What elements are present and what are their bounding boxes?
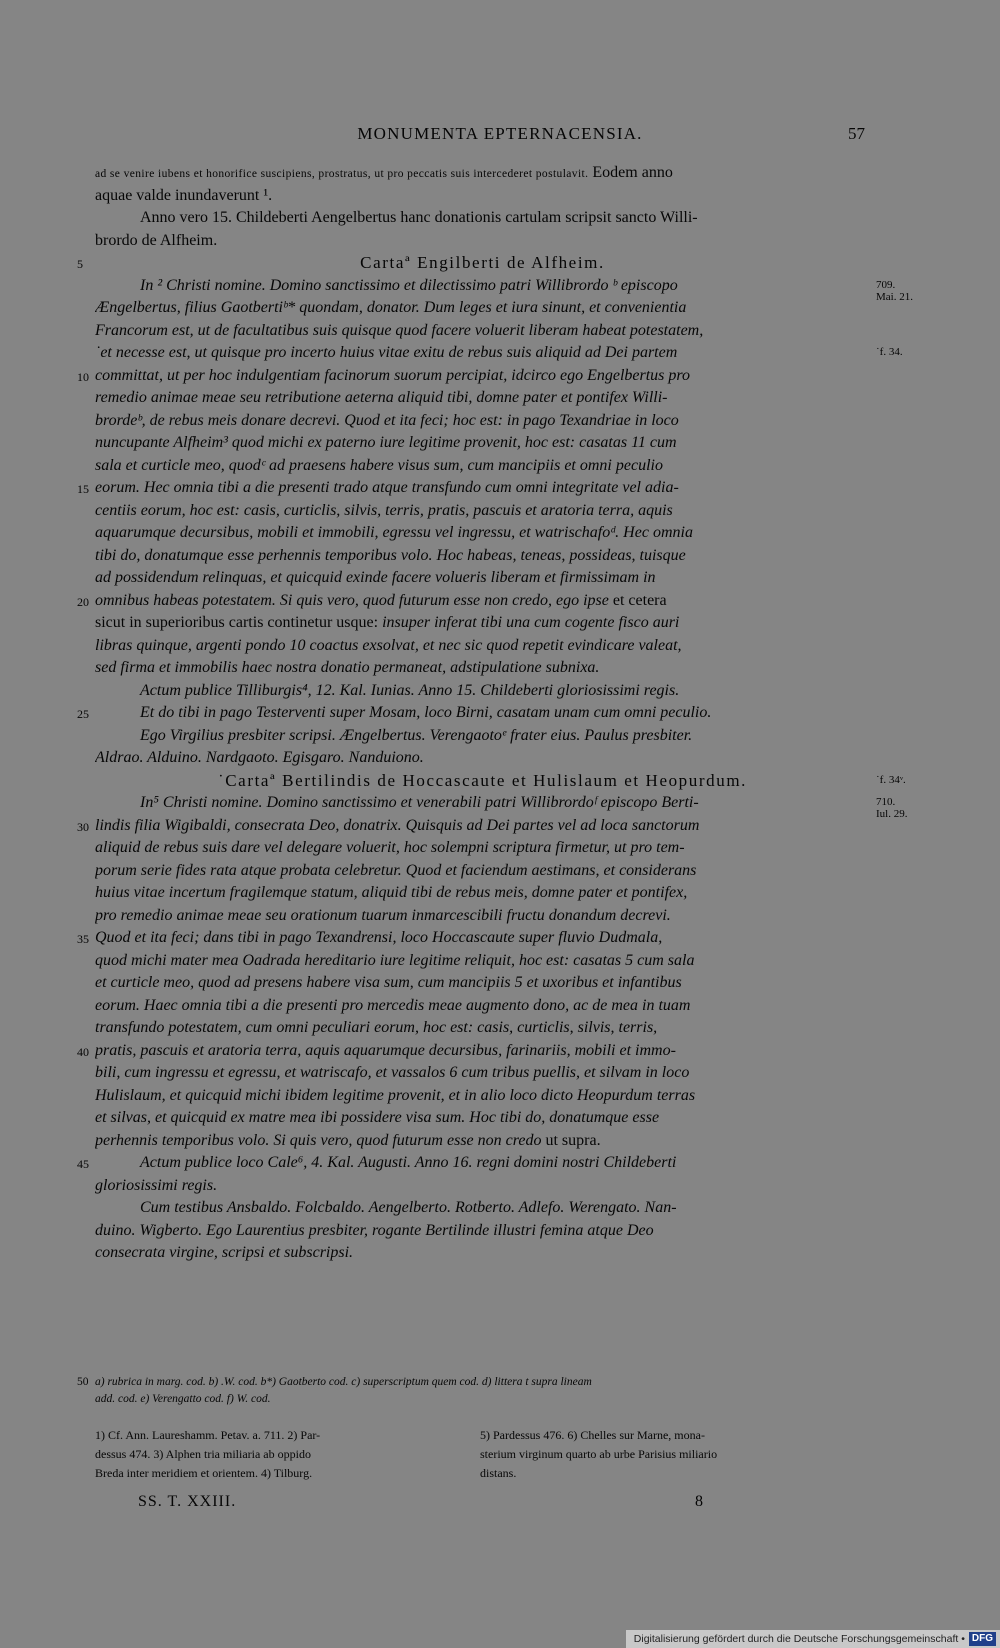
margin-note: ˙f. 34ᵛ. xyxy=(876,773,906,786)
margin-note: ˙f. 34. xyxy=(876,346,903,358)
line-text: Aldrao. Alduino. Nardgaoto. Egisgaro. Nanduiono. xyxy=(95,749,424,766)
text-line xyxy=(95,972,870,995)
note-line: Breda inter meridiem et orientem. 4) Tilburg. xyxy=(95,1466,313,1480)
line-text: aliquid de rebus suis dare vel delegare voluerit, hoc solempni scriptura firmetur, ut pro tem- xyxy=(95,839,685,856)
line-number: 50 xyxy=(77,1376,89,1388)
notes-column-right xyxy=(480,1426,875,1483)
line-text: nuncupante Alfheim³ quod michi ex paterno iure legitime provenit, hoc est: casatas 11 cum xyxy=(95,434,677,451)
sheet-number: 8 xyxy=(695,1493,703,1510)
line-text: aquarumque decursibus, mobili et immobili, egressu vel ingressu, et watrischafoᵈ. Hec omnia xyxy=(95,524,693,541)
line-text: sicut in superioribus cartis continetur usque: xyxy=(95,614,379,631)
section-heading xyxy=(95,252,870,275)
text-line xyxy=(95,882,870,905)
text-line xyxy=(95,365,870,388)
text-line xyxy=(95,747,870,770)
line-text: transfundo potestatem, cum omni peculiari eorum, hoc est: casis, curticlis, silvis, terris, xyxy=(95,1019,658,1036)
line-text: lindis filia Wigibaldi, consecrata Deo, donatrix. Quisquis ad Dei partes vel ad loca sanctorum xyxy=(95,816,700,834)
line-text: Francorum est, ut de facultatibus suis quisque quod facere voluerit liberam habeat potestatem, xyxy=(95,321,704,339)
text-line xyxy=(95,657,870,680)
text-line xyxy=(95,680,870,703)
text-line xyxy=(95,477,870,500)
line-text: ˙Cartaª Bertilindis de Hoccascaute et Hulislaum et Heopurdum. xyxy=(217,770,748,790)
text-line xyxy=(95,455,870,478)
line-text: Cum testibus Ansbaldo. Folcbaldo. Aengelberto. Rotberto. Adlefo. Werengato. Nan- xyxy=(140,1199,677,1216)
line-text: Anno vero 15. Childeberti Aengelbertus hanc donationis cartulam scripsit sancto Willi- xyxy=(140,209,698,226)
line-text: ˙et necesse est, ut quisque pro incerto huius vitae exitu de rebus suis aliquid ad Dei partem xyxy=(95,344,678,361)
line-text: omnibus habeas potestatem. Si quis vero, quod futurum esse non credo, ego ipse xyxy=(95,591,609,609)
critical-apparatus xyxy=(77,1374,870,1408)
margin-note: 709. Mai. 21. xyxy=(876,278,913,303)
text-line xyxy=(95,320,870,343)
line-text: brordeᵇ, de rebus meis donare decrevi. Quod et ita feci; hoc est: in pago Texandriae in loco xyxy=(95,411,679,429)
text-line xyxy=(95,185,870,208)
line-text: Actum publice loco Cale⁶, 4. Kal. Augusti. Anno 16. regni domini nostri Childeberti xyxy=(140,1154,677,1171)
note-line: sterium virginum quarto ab urbe Parisius miliario xyxy=(480,1447,718,1461)
line-text: Ego Virgilius presbiter scripsi. Ængelbertus. Verengaotoᵉ frater eius. Paulus presbiter. xyxy=(140,726,693,744)
line-text: brordo de Alfheim. xyxy=(95,231,218,249)
text-line xyxy=(95,297,870,320)
text-line xyxy=(95,410,870,433)
line-number: 45 xyxy=(77,1157,89,1171)
line-number: 10 xyxy=(77,369,89,384)
line-text: consecrata virgine, scripsi et subscripsi. xyxy=(95,1244,354,1261)
line-text: Et do tibi in pago Testerventi super Mosam, loco Birni, casatam unam cum omni peculio. xyxy=(140,704,712,721)
line-text: pratis, pascuis et aratoria terra, aquis aquarumque decursibus, farinariis, mobili et immo- xyxy=(95,1041,676,1059)
line-text: In ² Christi nomine. Domino sanctissimo et dilectissimo patri Willibrordo ᵇ episcopo xyxy=(140,276,678,294)
line-text: ad se venire iubens et honorifice suscipiens, prostratus, ut pro peccatis suis intercederet postulavit. xyxy=(95,168,589,180)
line-text: huius vitae incertum fragilemque statum, aliquid tibi de rebus meis, domne pater et pontifex, xyxy=(95,884,688,901)
line-text: porum serie fides rata atque probata celebretur. Quod et faciendum aestimans, et considerans xyxy=(95,861,697,879)
text-line xyxy=(95,1220,870,1243)
text-line xyxy=(95,1085,870,1108)
line-text: duino. Wigberto. Ego Laurentius presbiter, rogante Bertilinde illustri femina atque Deo xyxy=(95,1221,654,1239)
line-number: 15 xyxy=(77,482,89,496)
text-line xyxy=(95,207,870,230)
text-line xyxy=(95,275,870,298)
text-line xyxy=(95,162,870,185)
apparatus-line: add. cod. e) Verengatto cod. f) W. cod. xyxy=(95,1393,271,1405)
text-line xyxy=(95,567,870,590)
text-line xyxy=(95,612,870,635)
text-line xyxy=(95,1062,870,1085)
main-text xyxy=(95,162,870,1265)
line-number: 5 xyxy=(77,257,83,271)
running-title: MONUMENTA EPTERNACENSIA. xyxy=(357,124,643,143)
text-line xyxy=(95,1197,870,1220)
note-line: 5) Pardessus 476. 6) Chelles sur Marne, mona- xyxy=(480,1428,705,1442)
signature-mark: SS. T. XXIII. xyxy=(138,1493,237,1510)
text-line xyxy=(95,995,870,1018)
funding-credit xyxy=(626,1630,1000,1648)
dfg-logo: DFG xyxy=(969,1632,996,1646)
line-text: eorum. Hec omnia tibi a die presenti trado atque transfundo cum omni integritate vel adia- xyxy=(95,479,679,496)
text-line xyxy=(95,860,870,883)
line-text: quod michi mater mea Oadrada hereditario iure legitime reliquit, hoc est: casatas 5 cum sala xyxy=(95,951,695,969)
line-text: Cartaª Engilberti de Alfheim. xyxy=(360,253,605,272)
line-number: 35 xyxy=(77,932,89,946)
apparatus-line: a) rubrica in marg. cod. b) .W. cod. b*) Gaotberto cod. c) superscriptum quem cod. d) littera t supra lineam xyxy=(95,1376,592,1388)
text-line xyxy=(95,1242,870,1265)
line-text: Quod et ita feci; dans tibi in pago Texandrensi, loco Hoccascaute super fluvio Dudmala, xyxy=(95,929,663,946)
line-text: et silvas, et quicquid ex matre mea ibi possidere visa sum. Hoc tibi do, donatumque esse xyxy=(95,1109,660,1126)
text-line xyxy=(95,927,870,950)
line-number: 20 xyxy=(77,594,89,609)
line-text: et curticle meo, quod ad presens habere visa sum, cum mancipiis 5 et uxoribus et infantibus xyxy=(95,974,682,991)
note-line: dessus 474. 3) Alphen tria miliaria ab oppido xyxy=(95,1447,311,1461)
page-number: 57 xyxy=(848,124,865,143)
line-text: gloriosissimi regis. xyxy=(95,1176,218,1194)
line-text: aquae valde inundaverunt ¹. xyxy=(95,186,273,204)
line-text: Hulislaum, et quicquid michi ibidem legitime provenit, et in alio loco dicto Heopurdum terras xyxy=(95,1086,696,1104)
text-line xyxy=(95,815,870,838)
funding-text: Digitalisierung gefördert durch die Deutsche Forschungsgemeinschaft • xyxy=(633,1633,965,1645)
text-line xyxy=(95,387,870,410)
text-line xyxy=(95,1017,870,1040)
note-line: 1) Cf. Ann. Laureshamm. Petav. a. 711. 2) Par- xyxy=(95,1428,321,1442)
notes-column-left xyxy=(95,1426,475,1483)
text-line xyxy=(95,1130,870,1153)
text-line xyxy=(95,1040,870,1063)
text-line xyxy=(95,522,870,545)
line-text-roman: Eodem anno xyxy=(588,164,673,181)
line-text: pro remedio animae meae seu orationum tuarum inmarcescibili fructu donandum decrevi. xyxy=(95,906,671,924)
line-text: centiis eorum, hoc est: casis, curticlis, silvis, terris, pratis, pascuis et aratoria terra, aquis xyxy=(95,501,673,519)
line-text-roman: ut supra. xyxy=(541,1131,601,1149)
line-number: 30 xyxy=(77,819,89,834)
text-line xyxy=(95,342,870,365)
text-line xyxy=(95,702,870,725)
text-line xyxy=(95,230,870,253)
line-text: committat, ut per hoc indulgentiam facinorum suorum percipiat, idcirco ego Engelbertus pro xyxy=(95,366,691,384)
section-heading xyxy=(95,770,870,793)
text-line xyxy=(95,950,870,973)
text-line xyxy=(95,837,870,860)
text-line xyxy=(95,1175,870,1198)
text-line xyxy=(95,725,870,748)
margin-note: 710. Iul. 29. xyxy=(876,796,908,820)
line-text: In⁵ Christi nomine. Domino sanctissimo et venerabili patri Willibrordoᶠ episcopo Berti- xyxy=(140,794,699,811)
line-text: sed firma et immobilis haec nostra donatio permaneat, adstipulatione subnixa. xyxy=(95,659,600,676)
line-text: remedio animae meae seu retributione aeterna aliquid tibi, domne pater et pontifex Willi- xyxy=(95,389,668,406)
line-text: tibi do, donatumque esse perhennis temporibus volo. Hoc habeas, teneas, possideas, tuisque xyxy=(95,546,686,564)
text-line xyxy=(95,432,870,455)
line-text: Ængelbertus, filius Gaotbertiᵇ* quondam, donator. Dum leges et iura sinunt, et convenientia xyxy=(95,299,687,316)
line-number: 40 xyxy=(77,1044,89,1059)
text-line xyxy=(95,500,870,523)
line-text: Actum publice Tilliburgis⁴, 12. Kal. Iunias. Anno 15. Childeberti gloriosissimi regis. xyxy=(140,681,680,699)
text-line xyxy=(95,590,870,613)
text-line xyxy=(95,1107,870,1130)
line-number: 25 xyxy=(77,707,89,721)
line-text: libras quinque, argenti pondo 10 coactus exsolvat, et nec sic quod repetit evindicare valeat, xyxy=(95,636,682,654)
note-line: distans. xyxy=(480,1466,517,1480)
text-line xyxy=(95,1152,870,1175)
line-text: bili, cum ingressu et egressu, et watriscafo, et vassalos 6 cum tribus puellis, et silvam in loco xyxy=(95,1064,690,1081)
text-line xyxy=(95,792,870,815)
text-line xyxy=(95,635,870,658)
line-text: sala et curticle meo, quodᶜ ad praesens habere visus sum, cum mancipiis et omni peculio xyxy=(95,456,663,474)
line-text-italic: insuper inferat tibi una cum cogente fisco auri xyxy=(378,614,680,631)
line-text: perhennis temporibus volo. Si quis vero, quod futurum esse non credo xyxy=(95,1131,542,1149)
text-line xyxy=(95,905,870,928)
line-text: ad possidendum relinquas, et quicquid exinde facere volueris liberam et firmissimam in xyxy=(95,569,656,586)
line-text: eorum. Haec omnia tibi a die presenti pro mercedis meae augmento dono, ac de mea in tuam xyxy=(95,996,691,1014)
line-text-roman: et cetera xyxy=(608,591,667,609)
text-line xyxy=(95,545,870,568)
